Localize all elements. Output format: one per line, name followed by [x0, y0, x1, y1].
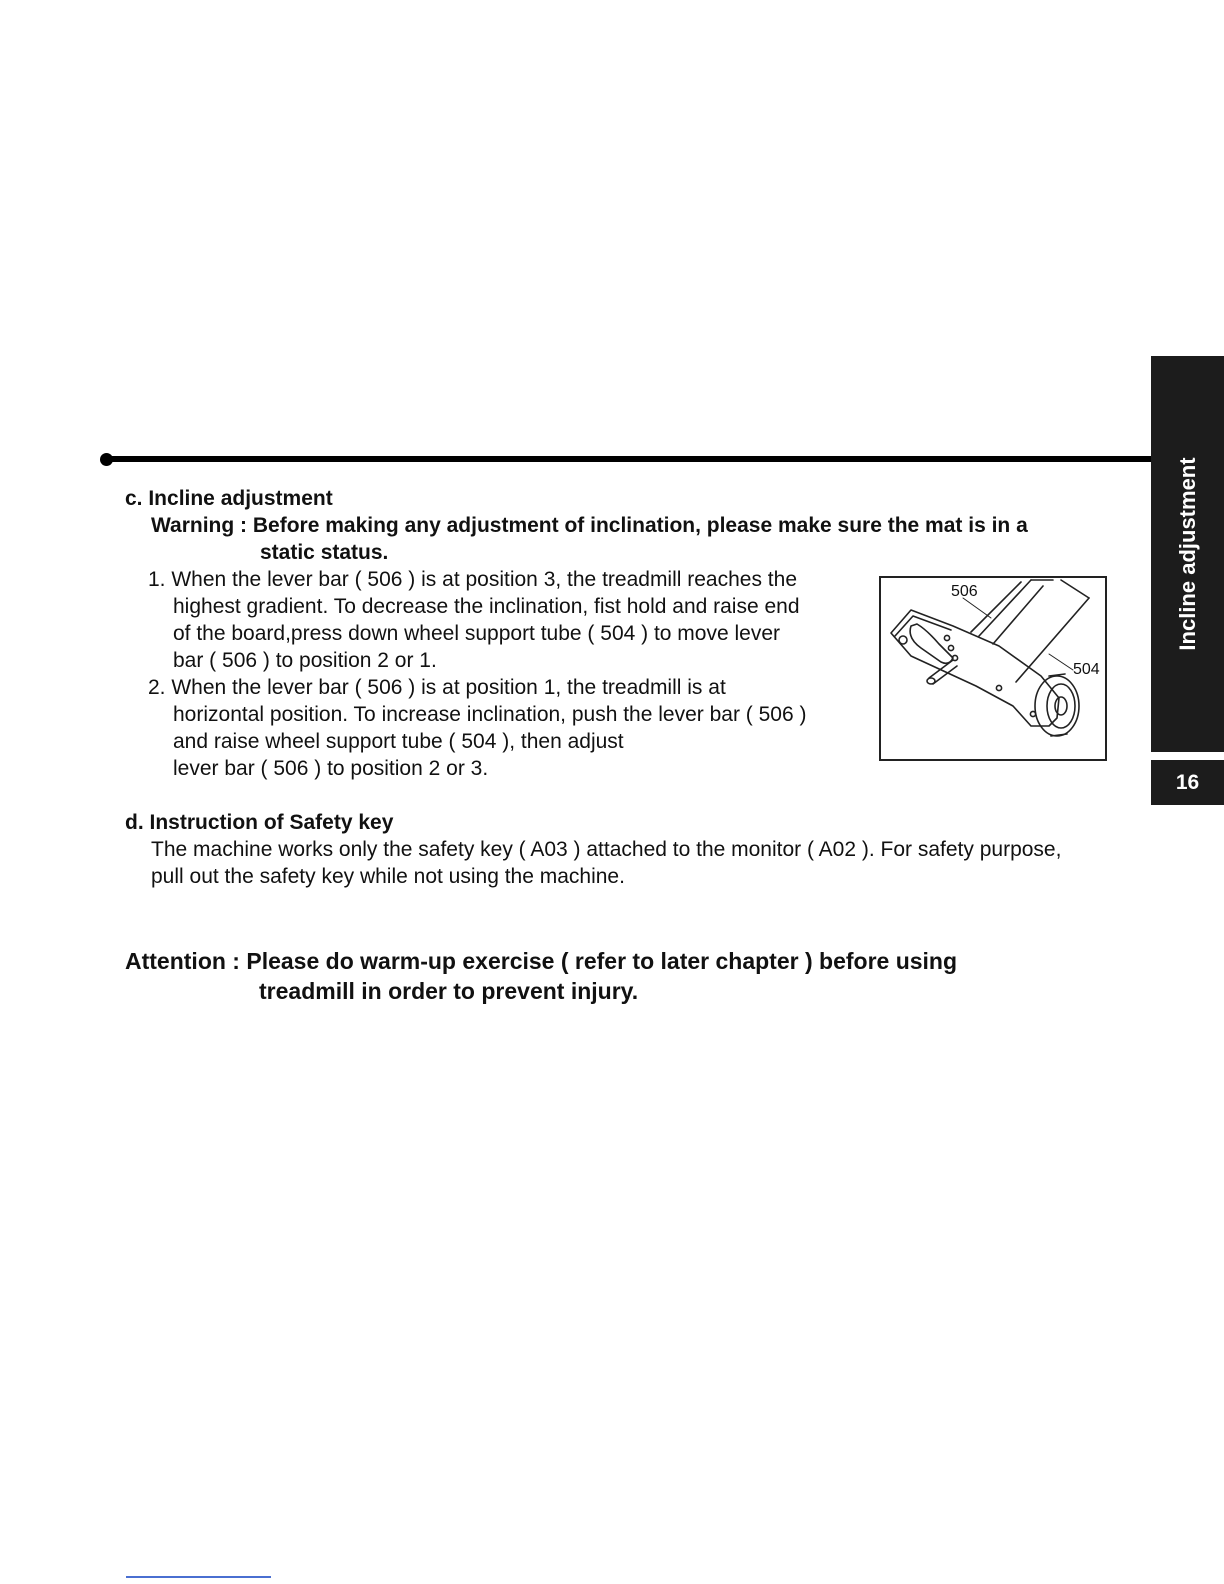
- warning-line-2: static status.: [260, 541, 389, 564]
- section-side-tab: [1151, 356, 1224, 752]
- step-2-line-4: lever bar ( 506 ) to position 2 or 3.: [173, 757, 489, 780]
- safety-key-heading: d. Instruction of Safety key: [125, 811, 394, 834]
- safety-key-line-1: The machine works only the safety key ( A03 ) attached to the monitor ( A02 ). For safety purpose,: [151, 838, 1062, 861]
- step-2-line-1: 2. When the lever bar ( 506 ) is at position 1, the treadmill is at: [148, 676, 726, 699]
- header-rule: [106, 456, 1151, 462]
- step-1-line-2: highest gradient. To decrease the inclination, fist hold and raise end: [173, 595, 800, 618]
- incline-lever-illustration: [879, 576, 1107, 761]
- incline-adjustment-heading: c. Incline adjustment: [125, 487, 333, 510]
- step-2-line-2: horizontal position. To increase inclination, push the lever bar ( 506 ): [173, 703, 807, 726]
- warning-line-1: Warning : Before making any adjustment of inclination, please make sure the mat is in a: [151, 514, 1028, 537]
- section-side-tab-label: Incline adjustment: [1174, 457, 1200, 651]
- label-lever-bar-506: 506: [951, 583, 978, 600]
- lever-diagram-drawing: [881, 578, 1105, 759]
- step-1-line-3: of the board,press down wheel support tube ( 504 ) to move lever: [173, 622, 781, 645]
- step-1-line-4: bar ( 506 ) to position 2 or 1.: [173, 649, 437, 672]
- step-2-line-3: and raise wheel support tube ( 504 ), then adjust: [173, 730, 624, 753]
- safety-key-line-2: pull out the safety key while not using the machine.: [151, 865, 625, 888]
- step-1-line-1: 1. When the lever bar ( 506 ) is at position 3, the treadmill reaches the: [148, 568, 798, 591]
- attention-line-1: Attention : Please do warm-up exercise ( refer to later chapter ) before using: [125, 948, 958, 974]
- attention-line-2: treadmill in order to prevent injury.: [259, 978, 639, 1004]
- label-wheel-support-tube-504: 504: [1073, 661, 1100, 678]
- page-number: 16: [1151, 760, 1224, 805]
- footer-rule: [126, 1576, 271, 1578]
